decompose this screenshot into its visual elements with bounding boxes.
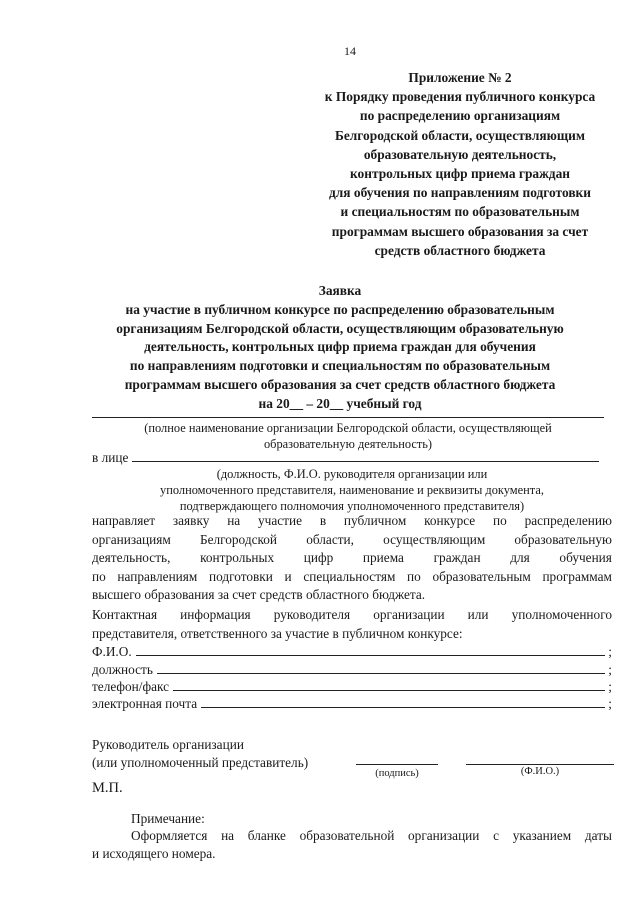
email-field: электронная почта ; [92,696,612,711]
phone-line [173,690,605,691]
appendix-line: программам высшего образования за счет [331,223,589,239]
in-person-line [132,461,599,462]
org-caption: (полное наименование организации Белгородской области, осуществляющей образовательную деятельность) [144,421,552,451]
note-line: Оформляется на бланке образовательной организации с указанием даты [131,828,612,843]
body-line: по направлениям подготовки и специальностям по образовательным программам [92,568,612,584]
note-line: и исходящего номера. [92,846,216,861]
head-label: Руководитель организации [92,737,244,752]
appendix-line: для обучения по направлениям подготовки [329,185,591,201]
fio-field: Ф.И.О. ; [92,644,612,659]
signature-caption: (подпись) [375,768,419,779]
appendix-line: образовательную деятельность, [363,146,557,162]
request-heading-line: по направлениям подготовки и специальностям по образовательным [129,358,551,374]
appendix-line: и специальностям по образовательным [340,204,580,220]
appendix-line: Белгородской области, осуществляющим [335,127,585,143]
request-heading [40,282,640,414]
request-heading-line: программам высшего образования за счет средств областного бюджета [124,376,556,392]
request-heading-line: на участие в публичном конкурсе по распределению образовательным [125,301,555,317]
contact-paragraph [92,606,612,643]
body-line: направляет заявку на участие в публичном конкурсе по распределению [92,513,612,528]
fio-line [136,655,606,656]
body-line: организациям Белгородской области, осуществляющим образовательную [92,531,612,547]
contact-line: представителя, ответственного за участие в публичном конкурсе: [92,625,463,641]
appendix-line: Приложение № 2 [408,70,512,85]
head-label: (или уполномоченный представитель) [92,755,309,770]
org-name-line [92,417,604,418]
appendix-line: средств областного бюджета [374,242,546,258]
request-heading-line: деятельность, контрольных цифр приема граждан для обучения [144,339,536,355]
email-line [201,707,605,708]
contact-line: Контактная информация руководителя организации или уполномоченного [92,607,612,622]
appendix-block [280,68,640,260]
body-paragraph [92,512,612,605]
fio-sign-line [466,764,614,765]
request-heading-line: организациям Белгородской области, осуществляющим образовательную [116,320,564,336]
in-person-label: в лице [92,450,129,465]
note-title: Примечание: [131,811,205,826]
appendix-line: по распределению организациям [359,108,561,124]
position-field: должность ; [92,662,612,677]
phone-field: телефон/факс ; [92,679,612,694]
position-line [157,673,605,674]
request-heading-line: на 20__ – 20__ учебный год [258,395,422,411]
in-person-field [92,448,602,466]
signature-line [356,764,438,765]
body-line: деятельность, контрольных цифр приема граждан для обучения [92,550,612,566]
appendix-line: контрольных цифр приема граждан [350,166,570,182]
person-caption: (должность, Ф.И.О. руководителя организации или уполномоченного представителя, наименование и реквизиты документа, подтверждающего полномочия уполномоченного представителя) [160,467,544,513]
page-number: 14 [344,44,356,58]
request-title: Заявка [318,283,362,298]
stamp-label: М.П. [92,780,123,796]
appendix-line: к Порядку проведения публичного конкурса [324,89,596,105]
fio-caption: (Ф.И.О.) [520,766,560,777]
body-line: высшего образования за счет средств областного бюджета. [92,587,426,603]
